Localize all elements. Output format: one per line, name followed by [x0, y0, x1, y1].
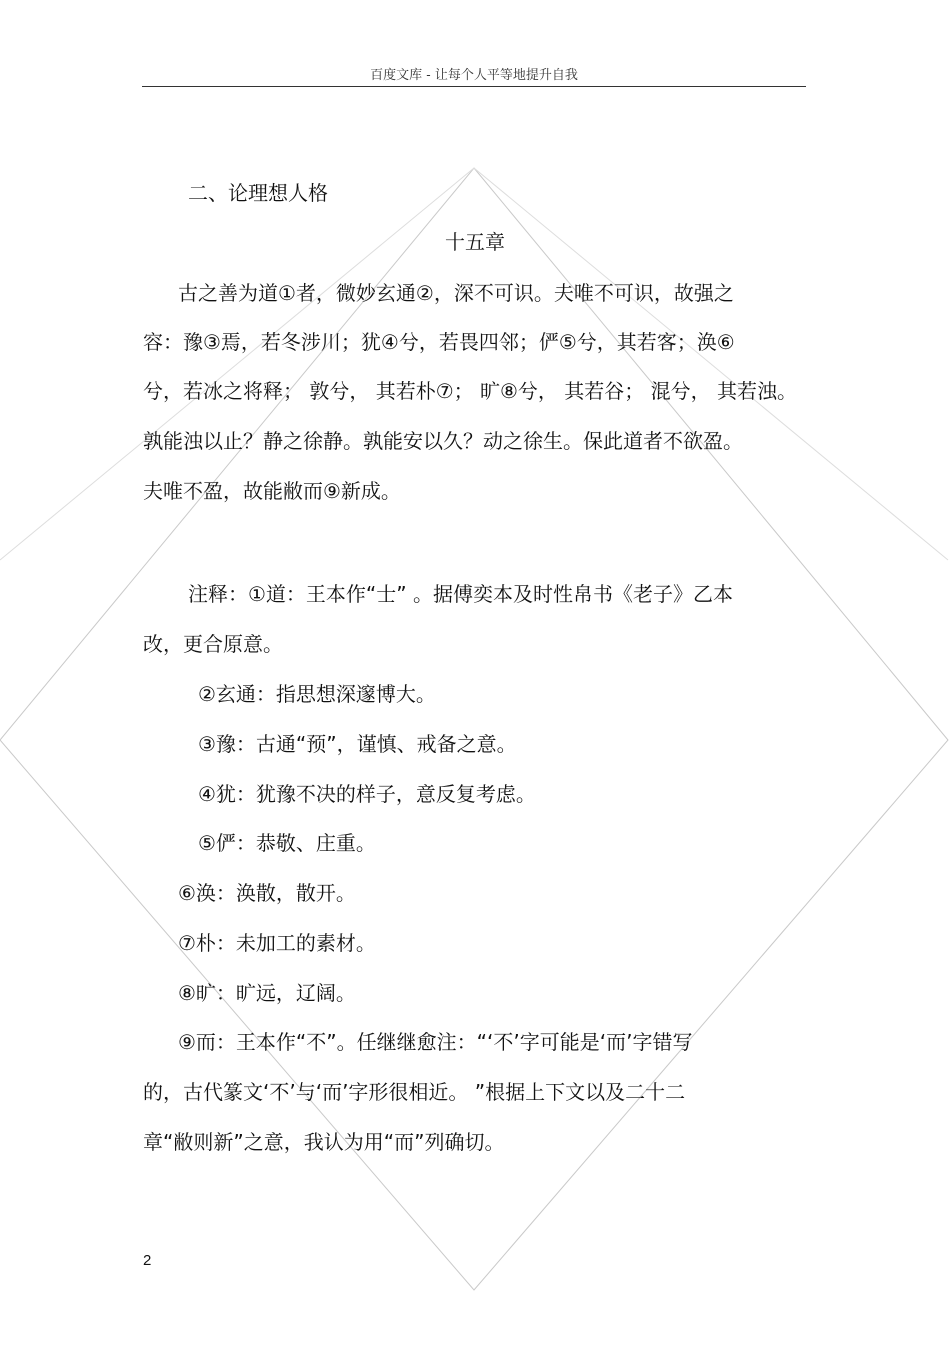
- body-line: 容：豫③焉，若冬涉川；犹④兮，若畏四邻；俨⑤兮，其若客；涣⑥: [143, 330, 735, 354]
- note-line: ⑤俨：恭敬、庄重。: [198, 831, 376, 855]
- page-number: 2: [143, 1252, 152, 1269]
- body-line: 孰能浊以止？静之徐静。孰能安以久？动之徐生。保此道者不欲盈。: [143, 429, 743, 453]
- note-line: ⑧旷：旷远，辽阔。: [178, 981, 356, 1005]
- note-line: ⑦朴：未加工的素材。: [178, 931, 376, 955]
- note-line: ③豫：古通“预”，谨慎、戒备之意。: [198, 732, 517, 756]
- header-divider: [142, 86, 806, 87]
- note-line: ④犹：犹豫不决的样子，意反复考虑。: [198, 782, 536, 806]
- chapter-title: 十五章: [445, 230, 505, 254]
- note-line: ⑨而：王本作“不”。任继继愈注：“‘不’字可能是‘而’字错写: [178, 1030, 693, 1054]
- section-title: 二、论理想人格: [188, 181, 328, 205]
- body-line: 兮，若冰之将释； 敦兮， 其若朴⑦； 旷⑧兮， 其若谷； 混兮， 其若浊。: [143, 379, 798, 403]
- body-line: 夫唯不盈，故能敝而⑨新成。: [143, 479, 401, 503]
- note-line: ②玄通：指思想深邃博大。: [198, 682, 436, 706]
- note-line: 改，更合原意。: [143, 632, 283, 656]
- page-header: 百度文库 - 让每个人平等地提升自我: [370, 68, 578, 83]
- note-line: ⑥涣：涣散，散开。: [178, 881, 356, 905]
- note-line: 注释：①道：王本作“士” 。据傅奕本及时性帛书《老子》乙本: [188, 582, 734, 606]
- note-line: 章“敝则新”之意，我认为用“而”列确切。: [143, 1130, 505, 1154]
- body-line: 古之善为道①者，微妙玄通②，深不可识。夫唯不可识，故强之: [178, 281, 734, 305]
- note-line: 的，古代篆文‘不’与‘而’字形很相近。 ”根据上下文以及二十二: [143, 1080, 686, 1104]
